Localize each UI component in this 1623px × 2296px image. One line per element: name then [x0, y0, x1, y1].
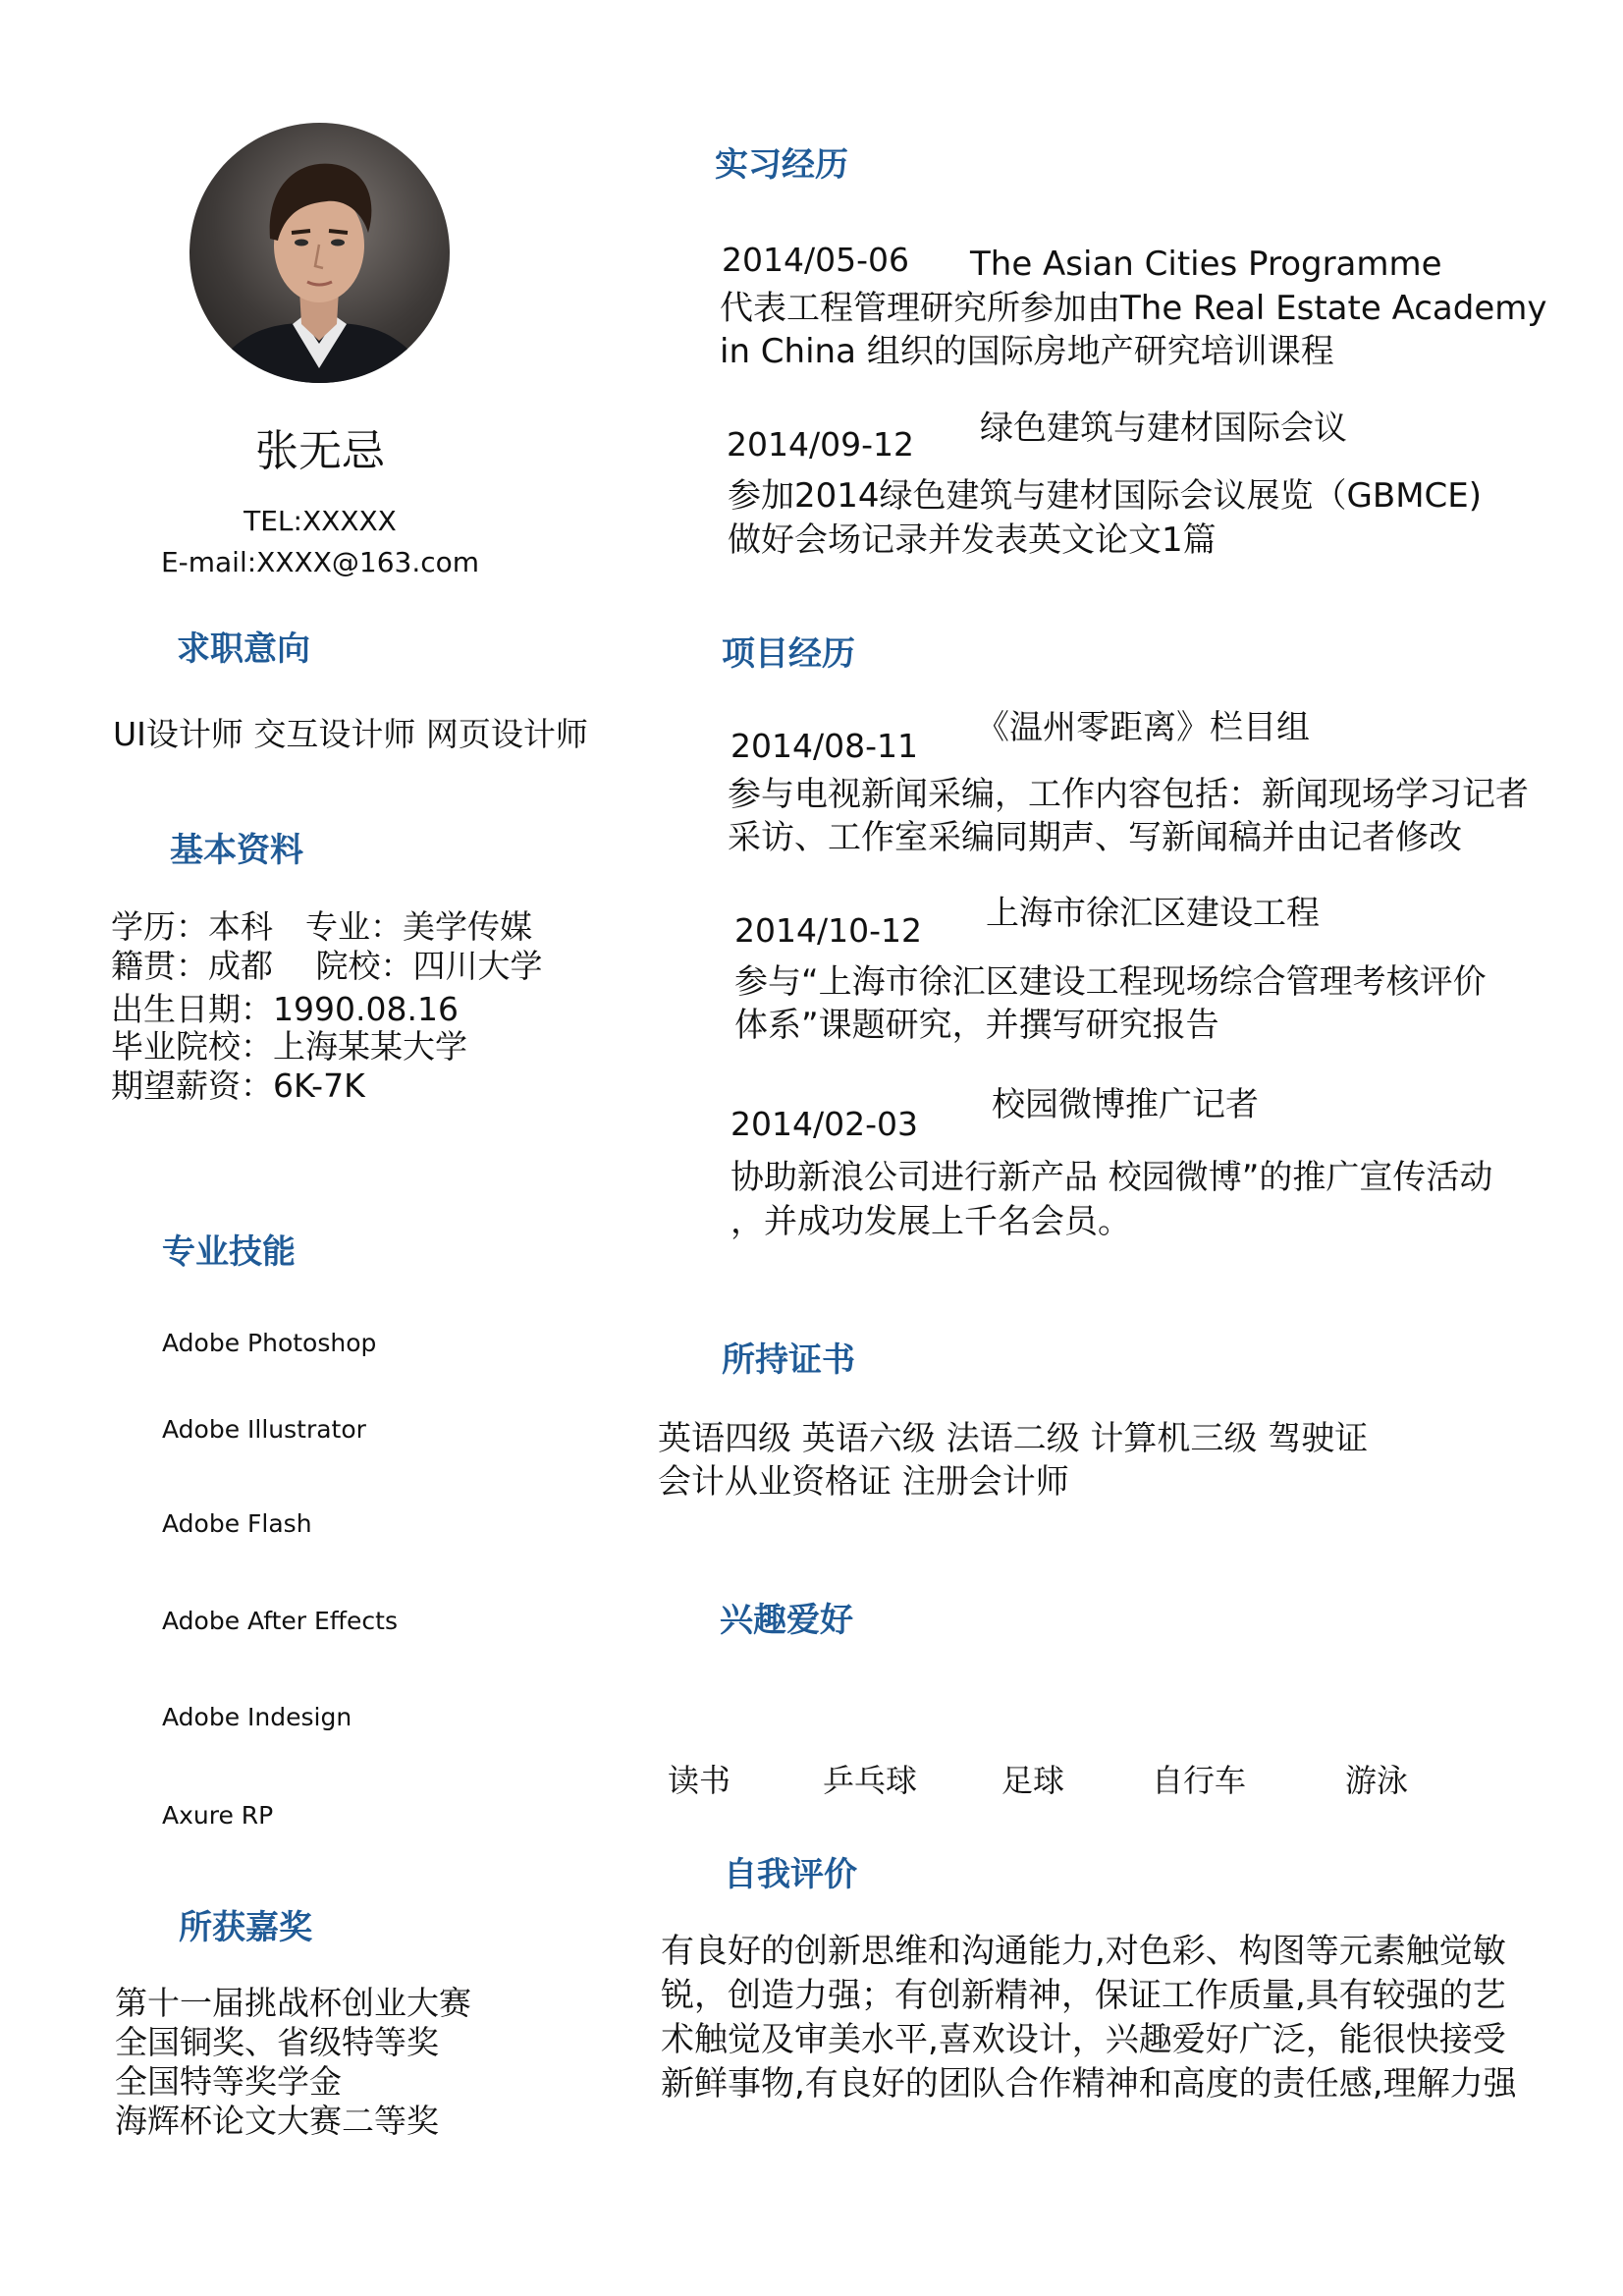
certificates-line: 会计从业资格证 注册会计师 [658, 1462, 1069, 1502]
skills-title: 专业技能 [162, 1232, 296, 1272]
certificates-title: 所持证书 [722, 1340, 855, 1380]
hobby-item: 足球 [1001, 1762, 1065, 1799]
internship-title: 实习经历 [715, 145, 848, 185]
hobby-item: 乒乓球 [823, 1762, 918, 1799]
internship-date: 2014/09-12 [727, 425, 914, 464]
project-org: 《温州零距离》栏目组 [976, 708, 1310, 747]
projects-title: 项目经历 [722, 634, 855, 674]
project-date: 2014/02-03 [730, 1105, 918, 1143]
skill-item: Adobe After Effects [162, 1607, 398, 1635]
internship-desc: 参加2014绿色建筑与建材国际会议展览（GBMCE) [728, 476, 1483, 516]
self-evaluation-title: 自我评价 [724, 1855, 857, 1894]
self-evaluation-line: 术触觉及审美水平,喜欢设计，兴趣爱好广泛，能很快接受 [661, 2020, 1506, 2059]
basic-info-line: 籍贯：成都 院校：四川大学 [111, 947, 543, 985]
basic-info-line: 学历：本科 专业：美学传媒 [111, 907, 532, 946]
skill-item: Adobe Indesign [162, 1703, 352, 1731]
basic-info-line: 毕业院校：上海某某大学 [111, 1027, 467, 1066]
award-line: 全国铜奖、省级特等奖 [115, 2023, 439, 2061]
hobby-item: 游泳 [1345, 1762, 1409, 1799]
self-evaluation-line: 有良好的创新思维和沟通能力,对色彩、构图等元素触觉敏 [661, 1932, 1506, 1971]
project-org: 上海市徐汇区建设工程 [986, 894, 1320, 933]
self-evaluation-line: 锐，创造力强；有创新精神，保证工作质量,具有较强的艺 [661, 1976, 1506, 2015]
basic-info-line: 期望薪资：6K-7K [111, 1066, 365, 1105]
job-intention-title: 求职意向 [177, 629, 310, 669]
profile-email: E-mail:XXXX@163.com [160, 546, 480, 578]
hobby-item: 读书 [668, 1762, 731, 1799]
internship-desc: 做好会场记录并发表英文论文1篇 [728, 520, 1217, 560]
profile-tel: TEL:XXXXX [243, 505, 397, 537]
project-desc: 采访、工作室采编同期声、写新闻稿并由记者修改 [728, 818, 1462, 857]
project-desc: ，并成功发展上千名会员。 [730, 1202, 1131, 1241]
project-desc: 参与电视新闻采编，工作内容包括：新闻现场学习记者 [728, 775, 1529, 814]
project-desc: 体系”课题研究，并撰写研究报告 [734, 1006, 1219, 1045]
hobby-item: 自行车 [1152, 1762, 1247, 1799]
avatar-portrait-icon [189, 123, 450, 383]
awards-title: 所获嘉奖 [179, 1908, 312, 1947]
internship-desc: in China 组织的国际房地产研究培训课程 [720, 332, 1334, 371]
basic-info-title: 基本资料 [170, 831, 303, 870]
project-date: 2014/10-12 [734, 911, 922, 950]
job-intention-text: UI设计师 交互设计师 网页设计师 [113, 715, 588, 753]
hobbies-title: 兴趣爱好 [720, 1601, 853, 1640]
award-line: 第十一届挑战杯创业大赛 [115, 1984, 471, 2022]
skill-item: Adobe Flash [162, 1509, 312, 1538]
internship-desc: 代表工程管理研究所参加由The Real Estate Academy [720, 289, 1547, 328]
award-line: 全国特等奖学金 [115, 2062, 342, 2101]
internship-org: The Asian Cities Programme [970, 245, 1442, 284]
avatar [189, 123, 450, 383]
project-desc: 协助新浪公司进行新产品 校园微博”的推广宣传活动 [730, 1158, 1493, 1197]
internship-date: 2014/05-06 [722, 241, 909, 279]
profile-name: 张无忌 [255, 426, 385, 476]
skill-item: Adobe Illustrator [162, 1415, 366, 1444]
skill-item: Adobe Photoshop [162, 1329, 377, 1357]
skill-item: Axure RP [162, 1801, 274, 1830]
certificates-line: 英语四级 英语六级 法语二级 计算机三级 驾驶证 [658, 1419, 1369, 1458]
basic-info-line: 出生日期：1990.08.16 [111, 990, 459, 1028]
project-org: 校园微博推广记者 [992, 1085, 1259, 1124]
project-desc: 参与“上海市徐汇区建设工程现场综合管理考核评价 [734, 962, 1487, 1002]
internship-org: 绿色建筑与建材国际会议 [980, 409, 1347, 448]
award-line: 海辉杯论文大赛二等奖 [115, 2102, 439, 2140]
project-date: 2014/08-11 [730, 727, 918, 765]
self-evaluation-line: 新鲜事物,有良好的团队合作精神和高度的责任感,理解力强 [661, 2064, 1517, 2104]
